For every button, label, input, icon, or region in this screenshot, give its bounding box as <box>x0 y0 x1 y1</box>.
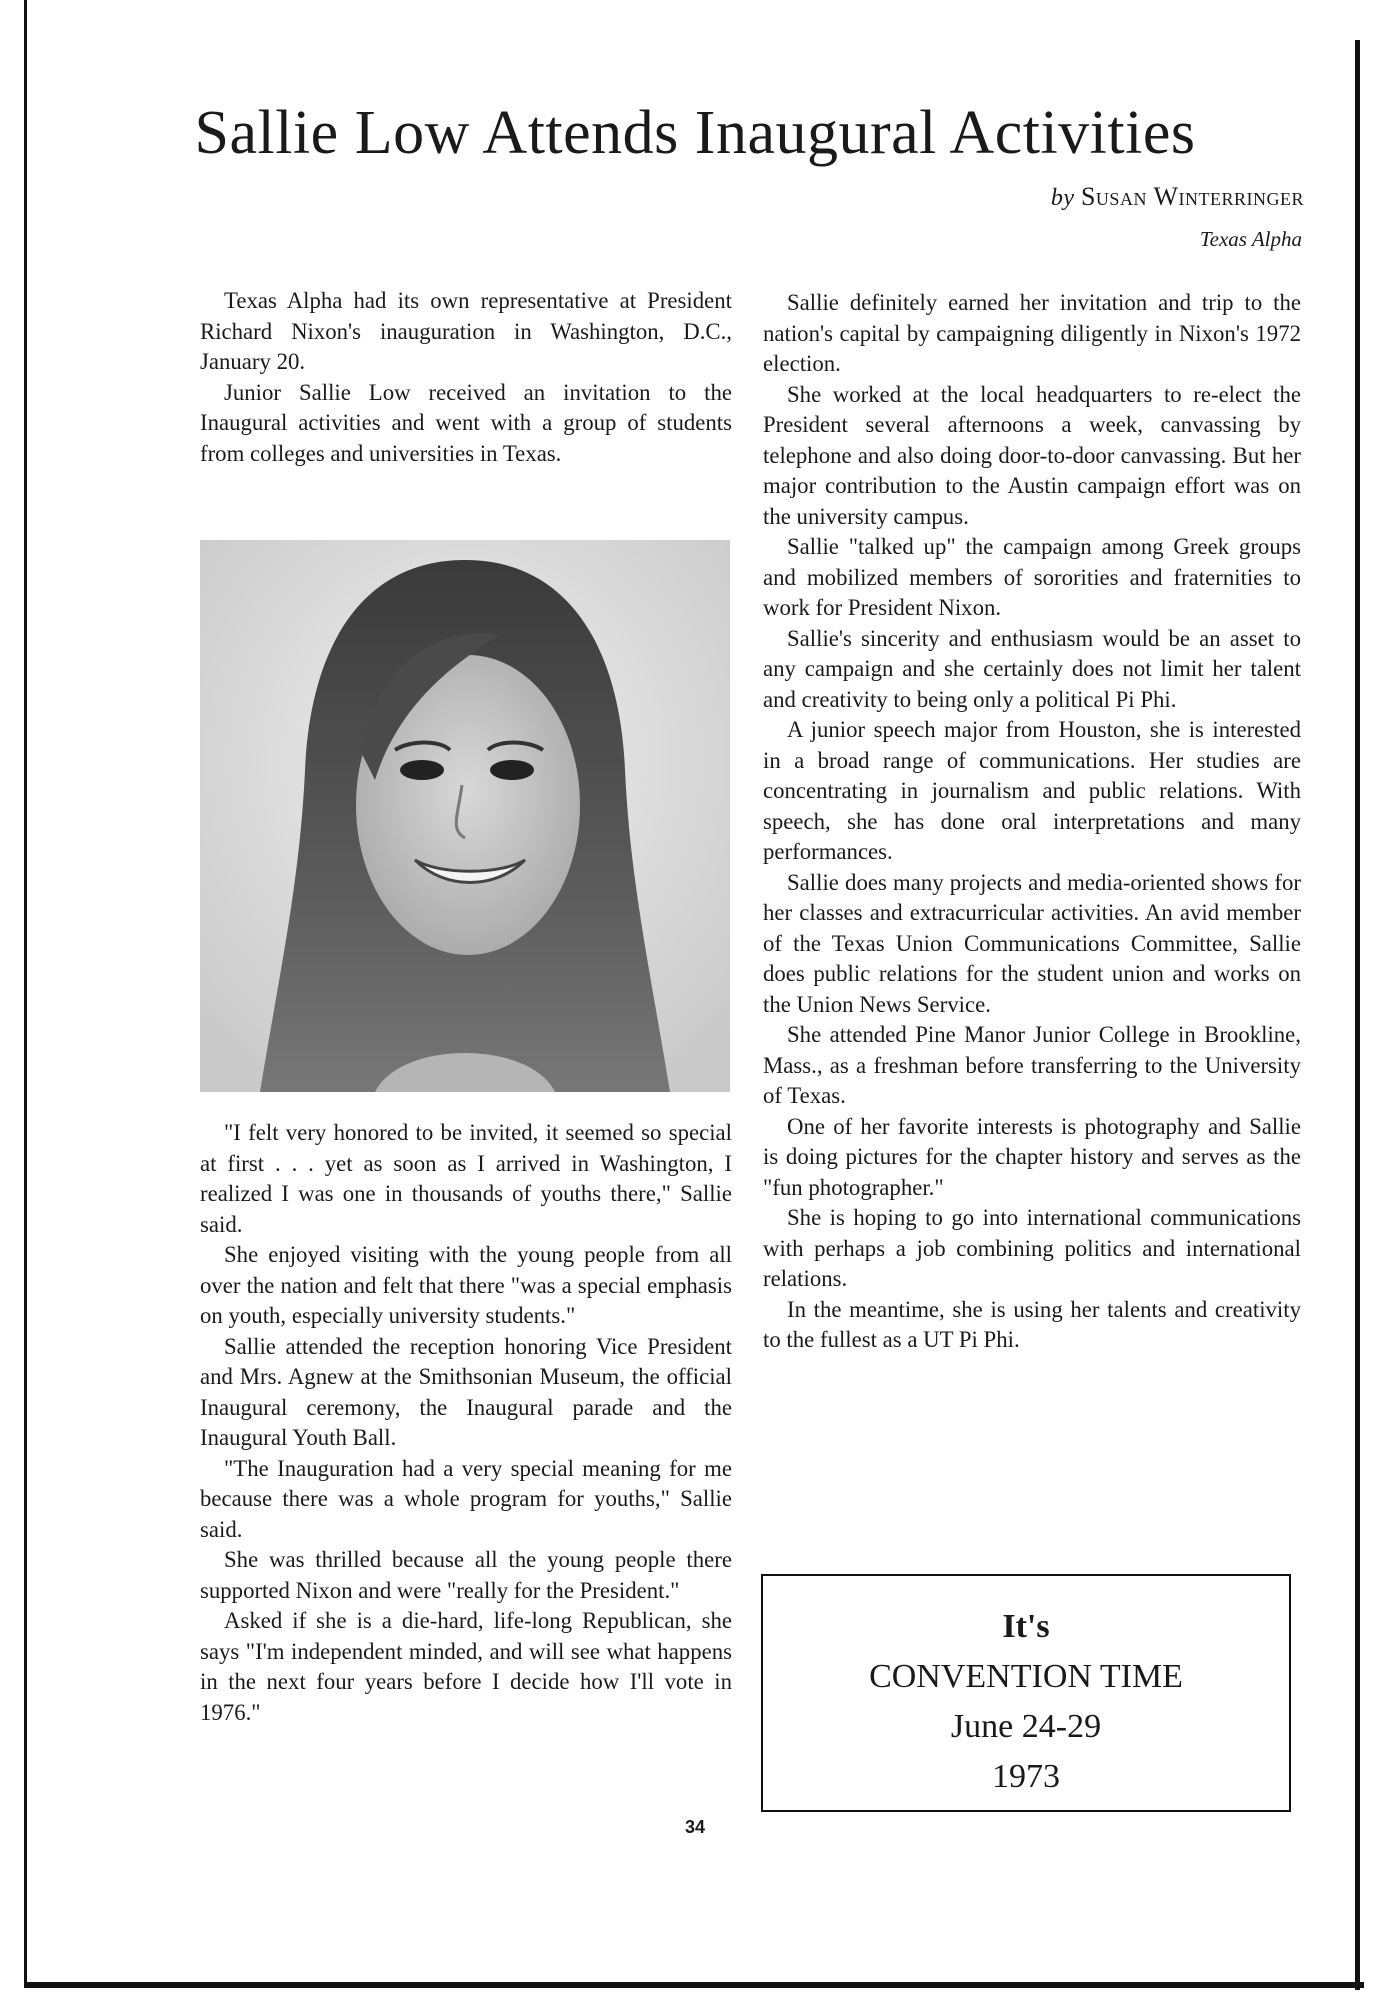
left-column-bottom <box>200 1118 732 1728</box>
left-column-top <box>200 286 732 469</box>
paragraph: She worked at the local headquarters to re-elect the President several afternoons a week, canvassing by telephone and also doing door-to-door canvassing. But her major contribution to the Austin campaign effort was on the university campus. <box>763 381 1301 529</box>
paragraph: "I felt very honored to be invited, it seemed so special at first . . . yet as soon as I arrived in Washington, I realized I was one in thousands of youths there," Sallie said. <box>200 1120 732 1237</box>
right-column <box>763 288 1301 1356</box>
convention-dates: June 24-29 <box>950 1708 1102 1745</box>
paragraph: One of her favorite interests is photography and Sallie is doing pictures for the chapter history and serves as the "fun photographer." <box>763 1113 1301 1200</box>
paragraph: Sallie does many projects and media-oriented shows for her classes and extracurricular activities. An avid member of the Texas Union Communications Committee, Sallie does public relations for the student union and works on the Union News Service. <box>763 869 1301 1017</box>
paragraph: She attended Pine Manor Junior College in Brookline, Mass., as a freshman before transferring to the University of Texas. <box>763 1022 1301 1108</box>
paragraph: Sallie attended the reception honoring Vice President and Mrs. Agnew at the Smithsonian Museum, the official Inaugural ceremony, the Inaugural parade and the Inaugural Youth Ball. <box>200 1333 732 1450</box>
page-number: 34 <box>684 1817 706 1837</box>
paragraph: Asked if she is a die-hard, life-long Republican, she says "I'm independent minded, and will see what happens in the next four years before I decide how I'll vote in 1976." <box>200 1608 732 1725</box>
paragraph: She was thrilled because all the young people there supported Nixon and were "really for the President." <box>200 1547 732 1603</box>
page-edge-left <box>24 0 27 1985</box>
article-title: Sallie Low Attends Inaugural Activities <box>194 99 1196 167</box>
byline-prefix: by <box>1050 185 1075 211</box>
page-edge-right <box>1355 40 1360 1990</box>
convention-announcement-box <box>761 1574 1291 1812</box>
paragraph: Texas Alpha had its own representative at President Richard Nixon's inauguration in Washington, D.C., January 20. <box>200 288 732 374</box>
paragraph: In the meantime, she is using her talents and creativity to the fullest as a UT Pi Phi. <box>763 1296 1301 1352</box>
page-edge-bottom <box>24 1982 1364 1988</box>
paragraph: Junior Sallie Low received an invitation to the Inaugural activities and went with a group of students from colleges and universities in Texas. <box>200 379 732 466</box>
paragraph: "The Inauguration had a very special meaning for me because there was a whole program for youths," Sallie said. <box>200 1455 732 1542</box>
author-name: Susan Winterringer <box>1080 182 1304 211</box>
paragraph: She enjoyed visiting with the young people from all over the nation and felt that there "was a special emphasis on youth, especially university students." <box>200 1242 732 1328</box>
paragraph: She is hoping to go into international communications with perhaps a job combining politics and international relations. <box>763 1205 1301 1291</box>
paragraph: Sallie "talked up" the campaign among Greek groups and mobilized members of sororities and fraternities to work for President Nixon. <box>763 534 1301 620</box>
convention-year: 1973 <box>992 1758 1060 1795</box>
byline <box>1051 182 1304 212</box>
convention-line-2: CONVENTION TIME <box>869 1658 1183 1695</box>
paragraph: Sallie definitely earned her invitation and trip to the nation's capital by campaigning diligently in Nixon's 1972 election. <box>763 290 1301 376</box>
paragraph: A junior speech major from Houston, she is interested in a broad range of communications. Her studies are concentrating in journalism and public relations. With speech, she has done oral interpretations and many performances. <box>763 717 1301 864</box>
portrait-photo <box>200 540 730 1092</box>
author-affiliation: Texas Alpha <box>1199 227 1302 251</box>
portrait-photo-icon <box>200 540 730 1092</box>
convention-line-1: It's <box>1002 1608 1050 1645</box>
paragraph: Sallie's sincerity and enthusiasm would be an asset to any campaign and she certainly does not limit her talent and creativity to being only a political Pi Phi. <box>763 625 1301 712</box>
